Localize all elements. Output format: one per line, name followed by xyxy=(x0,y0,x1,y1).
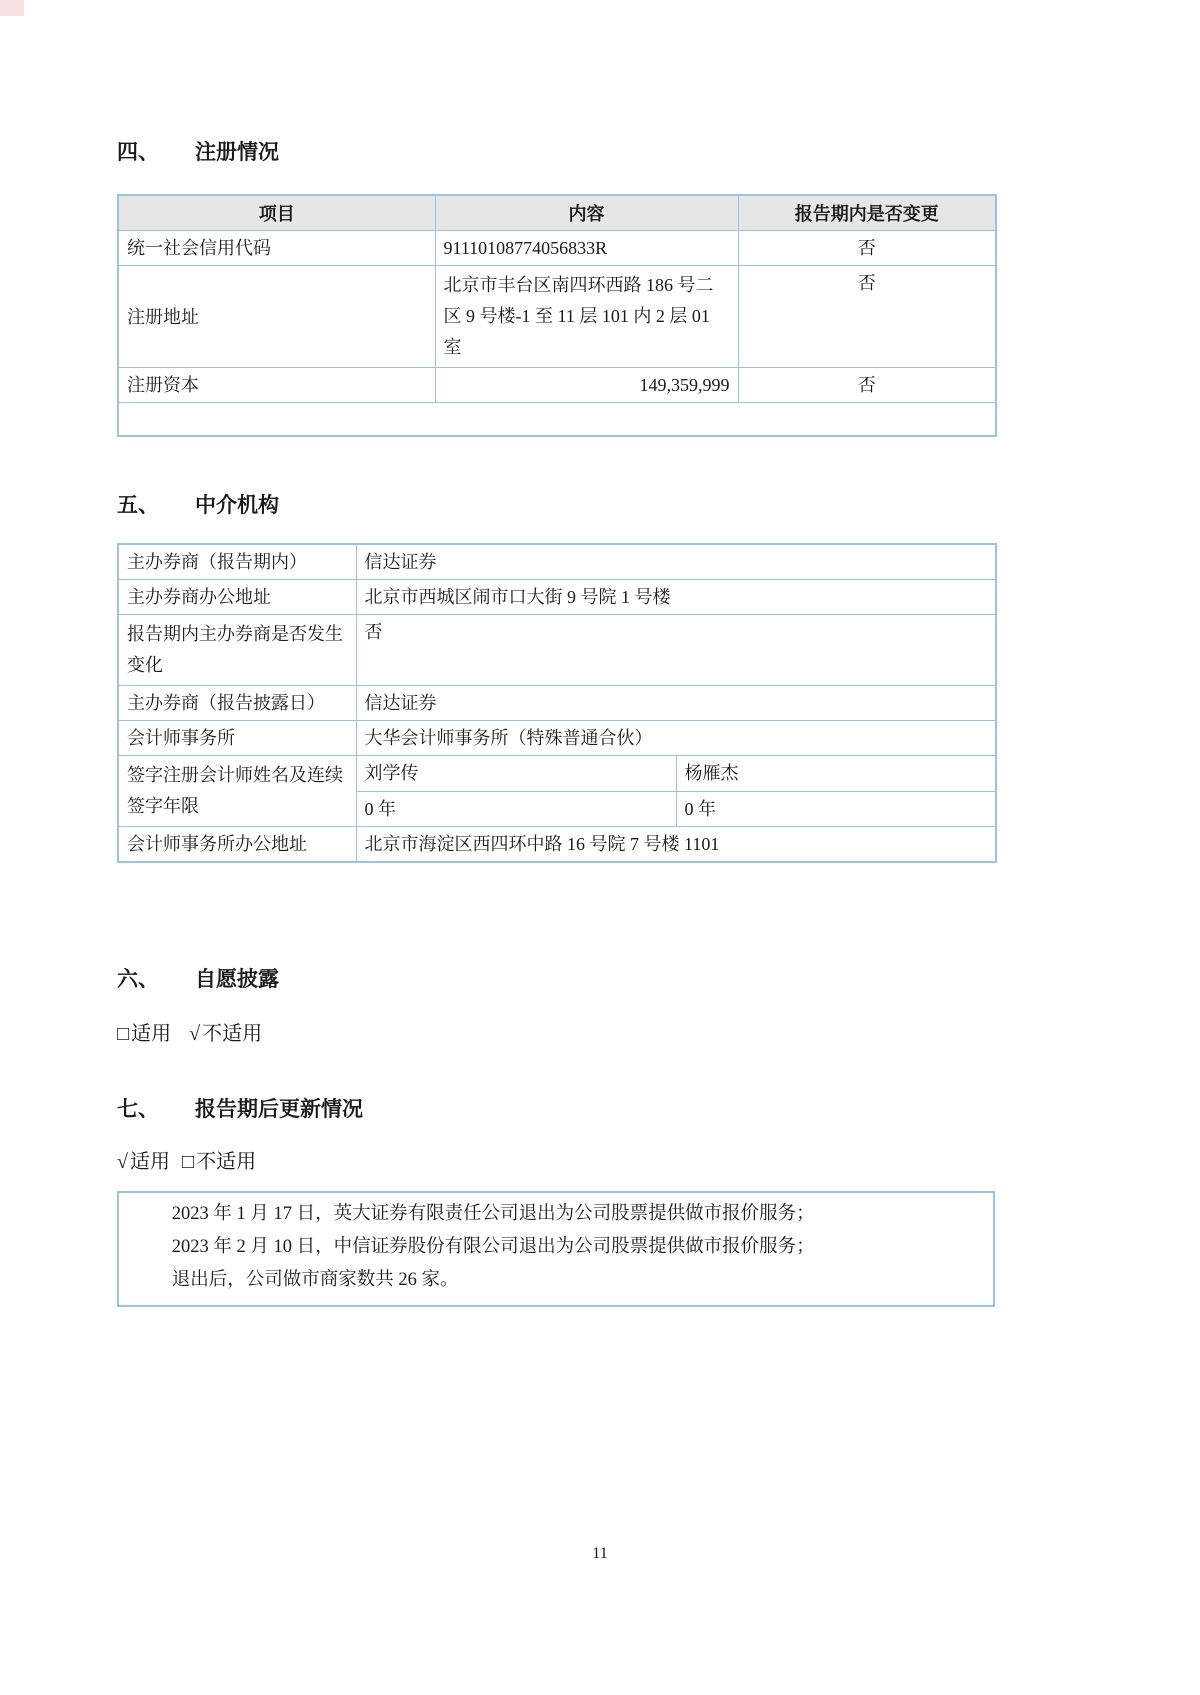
cell-signer-years: 0 年 xyxy=(356,791,676,827)
cell-item: 注册资本 xyxy=(118,368,435,403)
applicability-line xyxy=(117,1021,1200,1047)
table-row-signer-names xyxy=(118,756,996,792)
checkmark-icon: √ xyxy=(117,1151,128,1173)
option-label: 不适用 xyxy=(202,1023,263,1045)
section-heading-intermediaries xyxy=(117,493,1200,519)
checkbox-unchecked-icon: □ xyxy=(181,1151,195,1173)
section-heading-post-period-updates xyxy=(117,1097,1200,1123)
cell-label: 主办券商办公地址 xyxy=(118,580,356,615)
cell-content: 91110108774056833R xyxy=(435,231,738,266)
applicability-line xyxy=(117,1149,1200,1175)
option-not-applicable xyxy=(182,1149,256,1175)
cell-value: 北京市西城区闹市口大街 9 号院 1 号楼 xyxy=(356,580,996,615)
cell-content: 149,359,999 xyxy=(435,368,738,403)
section-number: 四、 xyxy=(117,141,159,164)
header-changed: 报告期内是否变更 xyxy=(738,195,996,231)
cell-signer-name: 刘学传 xyxy=(356,756,676,792)
section-title: 注册情况 xyxy=(195,141,279,164)
cell-item: 统一社会信用代码 xyxy=(118,231,435,266)
cell-label: 主办券商（报告期内） xyxy=(118,544,356,580)
update-note: 2023 年 1 月 17 日，英大证券有限责任公司退出为公司股票提供做市报价服务； xyxy=(171,1204,815,1224)
cell-content: 北京市丰台区南四环西路 186 号二区 9 号楼-1 至 11 层 101 内 2 层 01 室 xyxy=(435,266,738,368)
cell-label: 会计师事务所办公地址 xyxy=(118,827,356,863)
table-row xyxy=(118,615,996,686)
option-label: 适用 xyxy=(129,1151,170,1173)
option-label: 适用 xyxy=(131,1023,172,1045)
cell-label: 报告期内主办券商是否发生变化 xyxy=(118,615,356,686)
cell-signer-name: 杨雁杰 xyxy=(676,756,996,792)
cell-label: 会计师事务所 xyxy=(118,721,356,756)
table-row xyxy=(118,721,996,756)
cell-label: 主办券商（报告披露日） xyxy=(118,686,356,721)
table-row xyxy=(118,686,996,721)
checkmark-icon: √ xyxy=(189,1023,201,1045)
section-number: 五、 xyxy=(117,494,159,517)
page-number: 11 xyxy=(592,1545,608,1562)
intermediary-table xyxy=(117,543,997,863)
table-row xyxy=(118,544,996,580)
cell-item: 注册地址 xyxy=(118,266,435,368)
cell-value: 信达证券 xyxy=(356,686,996,721)
section-title: 报告期后更新情况 xyxy=(195,1098,363,1121)
corner-annotation-mark xyxy=(0,0,24,16)
cell-changed: 否 xyxy=(738,368,996,403)
section-title: 中介机构 xyxy=(195,494,279,517)
section-number: 六、 xyxy=(117,968,159,991)
option-label: 不适用 xyxy=(196,1151,257,1173)
table-row xyxy=(118,266,996,368)
cell-label: 签字注册会计师姓名及连续签字年限 xyxy=(118,756,356,827)
update-note: 退出后，公司做市商家数共 26 家。 xyxy=(171,1270,459,1290)
header-item: 项目 xyxy=(118,195,435,231)
table-row xyxy=(118,827,996,863)
option-not-applicable xyxy=(189,1021,262,1047)
table-row-empty xyxy=(118,403,996,437)
option-applicable xyxy=(117,1149,170,1175)
table-row xyxy=(118,368,996,403)
cell-value: 信达证券 xyxy=(356,544,996,580)
cell-value: 北京市海淀区西四环中路 16 号院 7 号楼 1101 xyxy=(356,827,996,863)
update-note: 2023 年 2 月 10 日，中信证券股份有限公司退出为公司股票提供做市报价服务； xyxy=(171,1237,815,1257)
cell-signer-years: 0 年 xyxy=(676,791,996,827)
cell-value: 否 xyxy=(356,615,996,686)
section-title: 自愿披露 xyxy=(195,968,279,991)
checkbox-unchecked-icon: □ xyxy=(117,1023,130,1045)
section-heading-registration xyxy=(117,140,1200,166)
header-content: 内容 xyxy=(435,195,738,231)
cell-empty xyxy=(118,403,996,437)
cell-value: 大华会计师事务所（特殊普通合伙） xyxy=(356,721,996,756)
table-row xyxy=(118,231,996,266)
post-period-update-box xyxy=(117,1191,995,1307)
cell-changed: 否 xyxy=(738,231,996,266)
table-header-row xyxy=(118,195,996,231)
section-heading-voluntary-disclosure xyxy=(117,967,1200,993)
section-number: 七、 xyxy=(117,1098,159,1121)
registration-table xyxy=(117,194,997,437)
cell-changed: 否 xyxy=(738,266,996,368)
table-row xyxy=(118,580,996,615)
option-applicable xyxy=(117,1021,171,1047)
